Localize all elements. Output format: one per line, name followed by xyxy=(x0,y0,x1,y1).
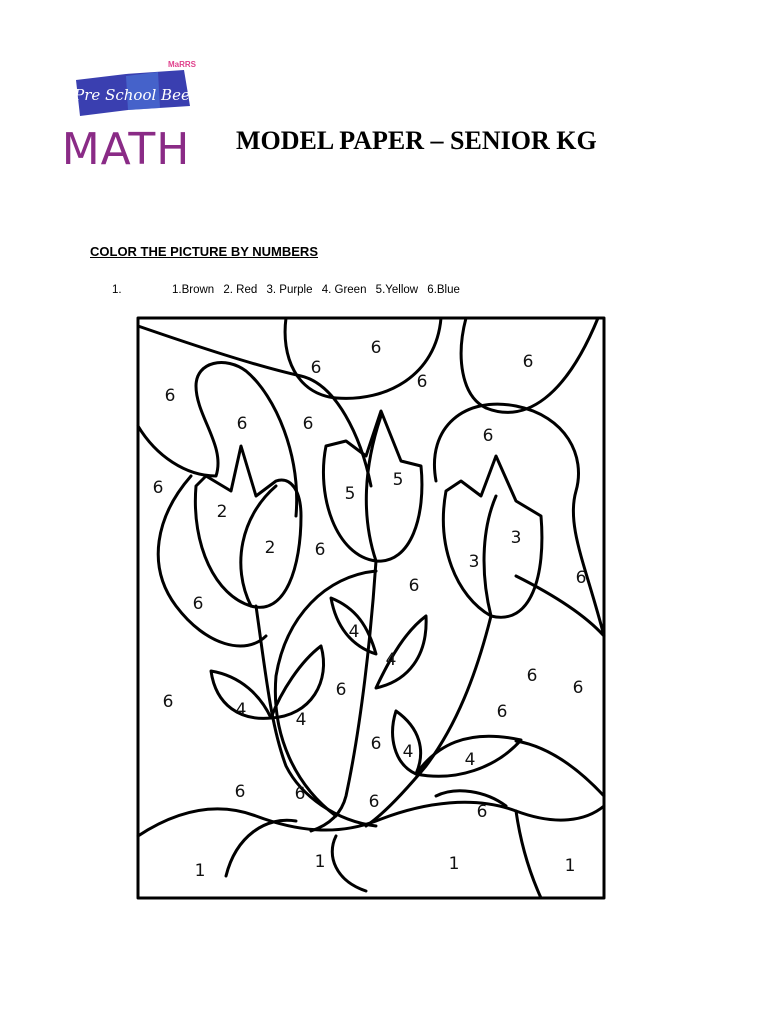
outline-stroke xyxy=(516,741,604,796)
outline-stroke xyxy=(376,616,426,688)
color-key-item: 6.Blue xyxy=(427,284,460,296)
region-label: 6 xyxy=(302,414,314,434)
region-label: 2 xyxy=(264,538,276,558)
region-label: 1 xyxy=(194,861,206,881)
color-key-item: 5.Yellow xyxy=(375,284,419,296)
region-label: 6 xyxy=(575,568,587,588)
region-label: 4 xyxy=(402,742,414,762)
region-label: 6 xyxy=(370,734,382,754)
outline-stroke xyxy=(226,820,296,876)
region-label: 6 xyxy=(236,414,248,434)
logo-brand: MaRRS xyxy=(168,60,197,69)
region-label: 6 xyxy=(526,666,538,686)
region-label: 3 xyxy=(468,552,480,572)
region-label: 6 xyxy=(522,352,534,372)
region-label: 6 xyxy=(368,792,380,812)
region-label: 6 xyxy=(416,372,428,392)
outline-stroke xyxy=(434,404,604,636)
logo xyxy=(62,58,202,170)
region-label: 3 xyxy=(510,528,522,548)
logo-line1: Pre School Bee xyxy=(74,86,190,104)
outline-stroke xyxy=(484,496,496,616)
region-label: 5 xyxy=(344,484,356,504)
outline-stroke xyxy=(275,571,376,816)
question-number: 1. xyxy=(112,284,122,296)
region-label: 6 xyxy=(164,386,176,406)
region-label: 4 xyxy=(348,622,360,642)
region-label: 4 xyxy=(385,650,397,670)
outline-stroke xyxy=(443,456,542,617)
region-label: 6 xyxy=(310,358,322,378)
region-label: 4 xyxy=(464,750,476,770)
region-label: 5 xyxy=(392,470,404,490)
color-by-number-picture xyxy=(136,316,606,900)
region-label: 6 xyxy=(496,702,508,722)
region-label: 6 xyxy=(370,338,382,358)
region-label: 2 xyxy=(216,502,228,522)
region-label: 6 xyxy=(294,784,306,804)
color-key xyxy=(172,284,466,296)
section-heading: COLOR THE PICTURE BY NUMBERS xyxy=(90,244,318,259)
region-label: 6 xyxy=(192,594,204,614)
outline-stroke xyxy=(158,476,266,646)
region-label: 1 xyxy=(314,852,326,872)
region-label: 6 xyxy=(162,692,174,712)
region-label: 4 xyxy=(235,700,247,720)
page-title: MODEL PAPER – SENIOR KG xyxy=(236,126,597,155)
outline-stroke xyxy=(366,616,491,826)
logo-line2: MATH xyxy=(62,124,191,170)
region-label: 6 xyxy=(234,782,246,802)
region-label: 6 xyxy=(572,678,584,698)
region-label: 6 xyxy=(408,576,420,596)
color-key-item: 1.Brown xyxy=(172,284,215,296)
region-label: 1 xyxy=(564,856,576,876)
region-label: 6 xyxy=(152,478,164,498)
color-key-item: 2. Red xyxy=(223,284,258,296)
region-label: 6 xyxy=(314,540,326,560)
outline-stroke xyxy=(366,416,381,561)
region-label: 6 xyxy=(476,802,488,822)
outline-stroke xyxy=(323,411,421,561)
region-label: 6 xyxy=(335,680,347,700)
outline-stroke xyxy=(516,811,541,898)
region-label: 6 xyxy=(482,426,494,446)
color-key-item: 4. Green xyxy=(321,284,367,296)
outline-stroke xyxy=(332,836,366,891)
color-key-item: 3. Purple xyxy=(266,284,313,296)
region-label: 1 xyxy=(448,854,460,874)
region-label: 4 xyxy=(295,710,307,730)
